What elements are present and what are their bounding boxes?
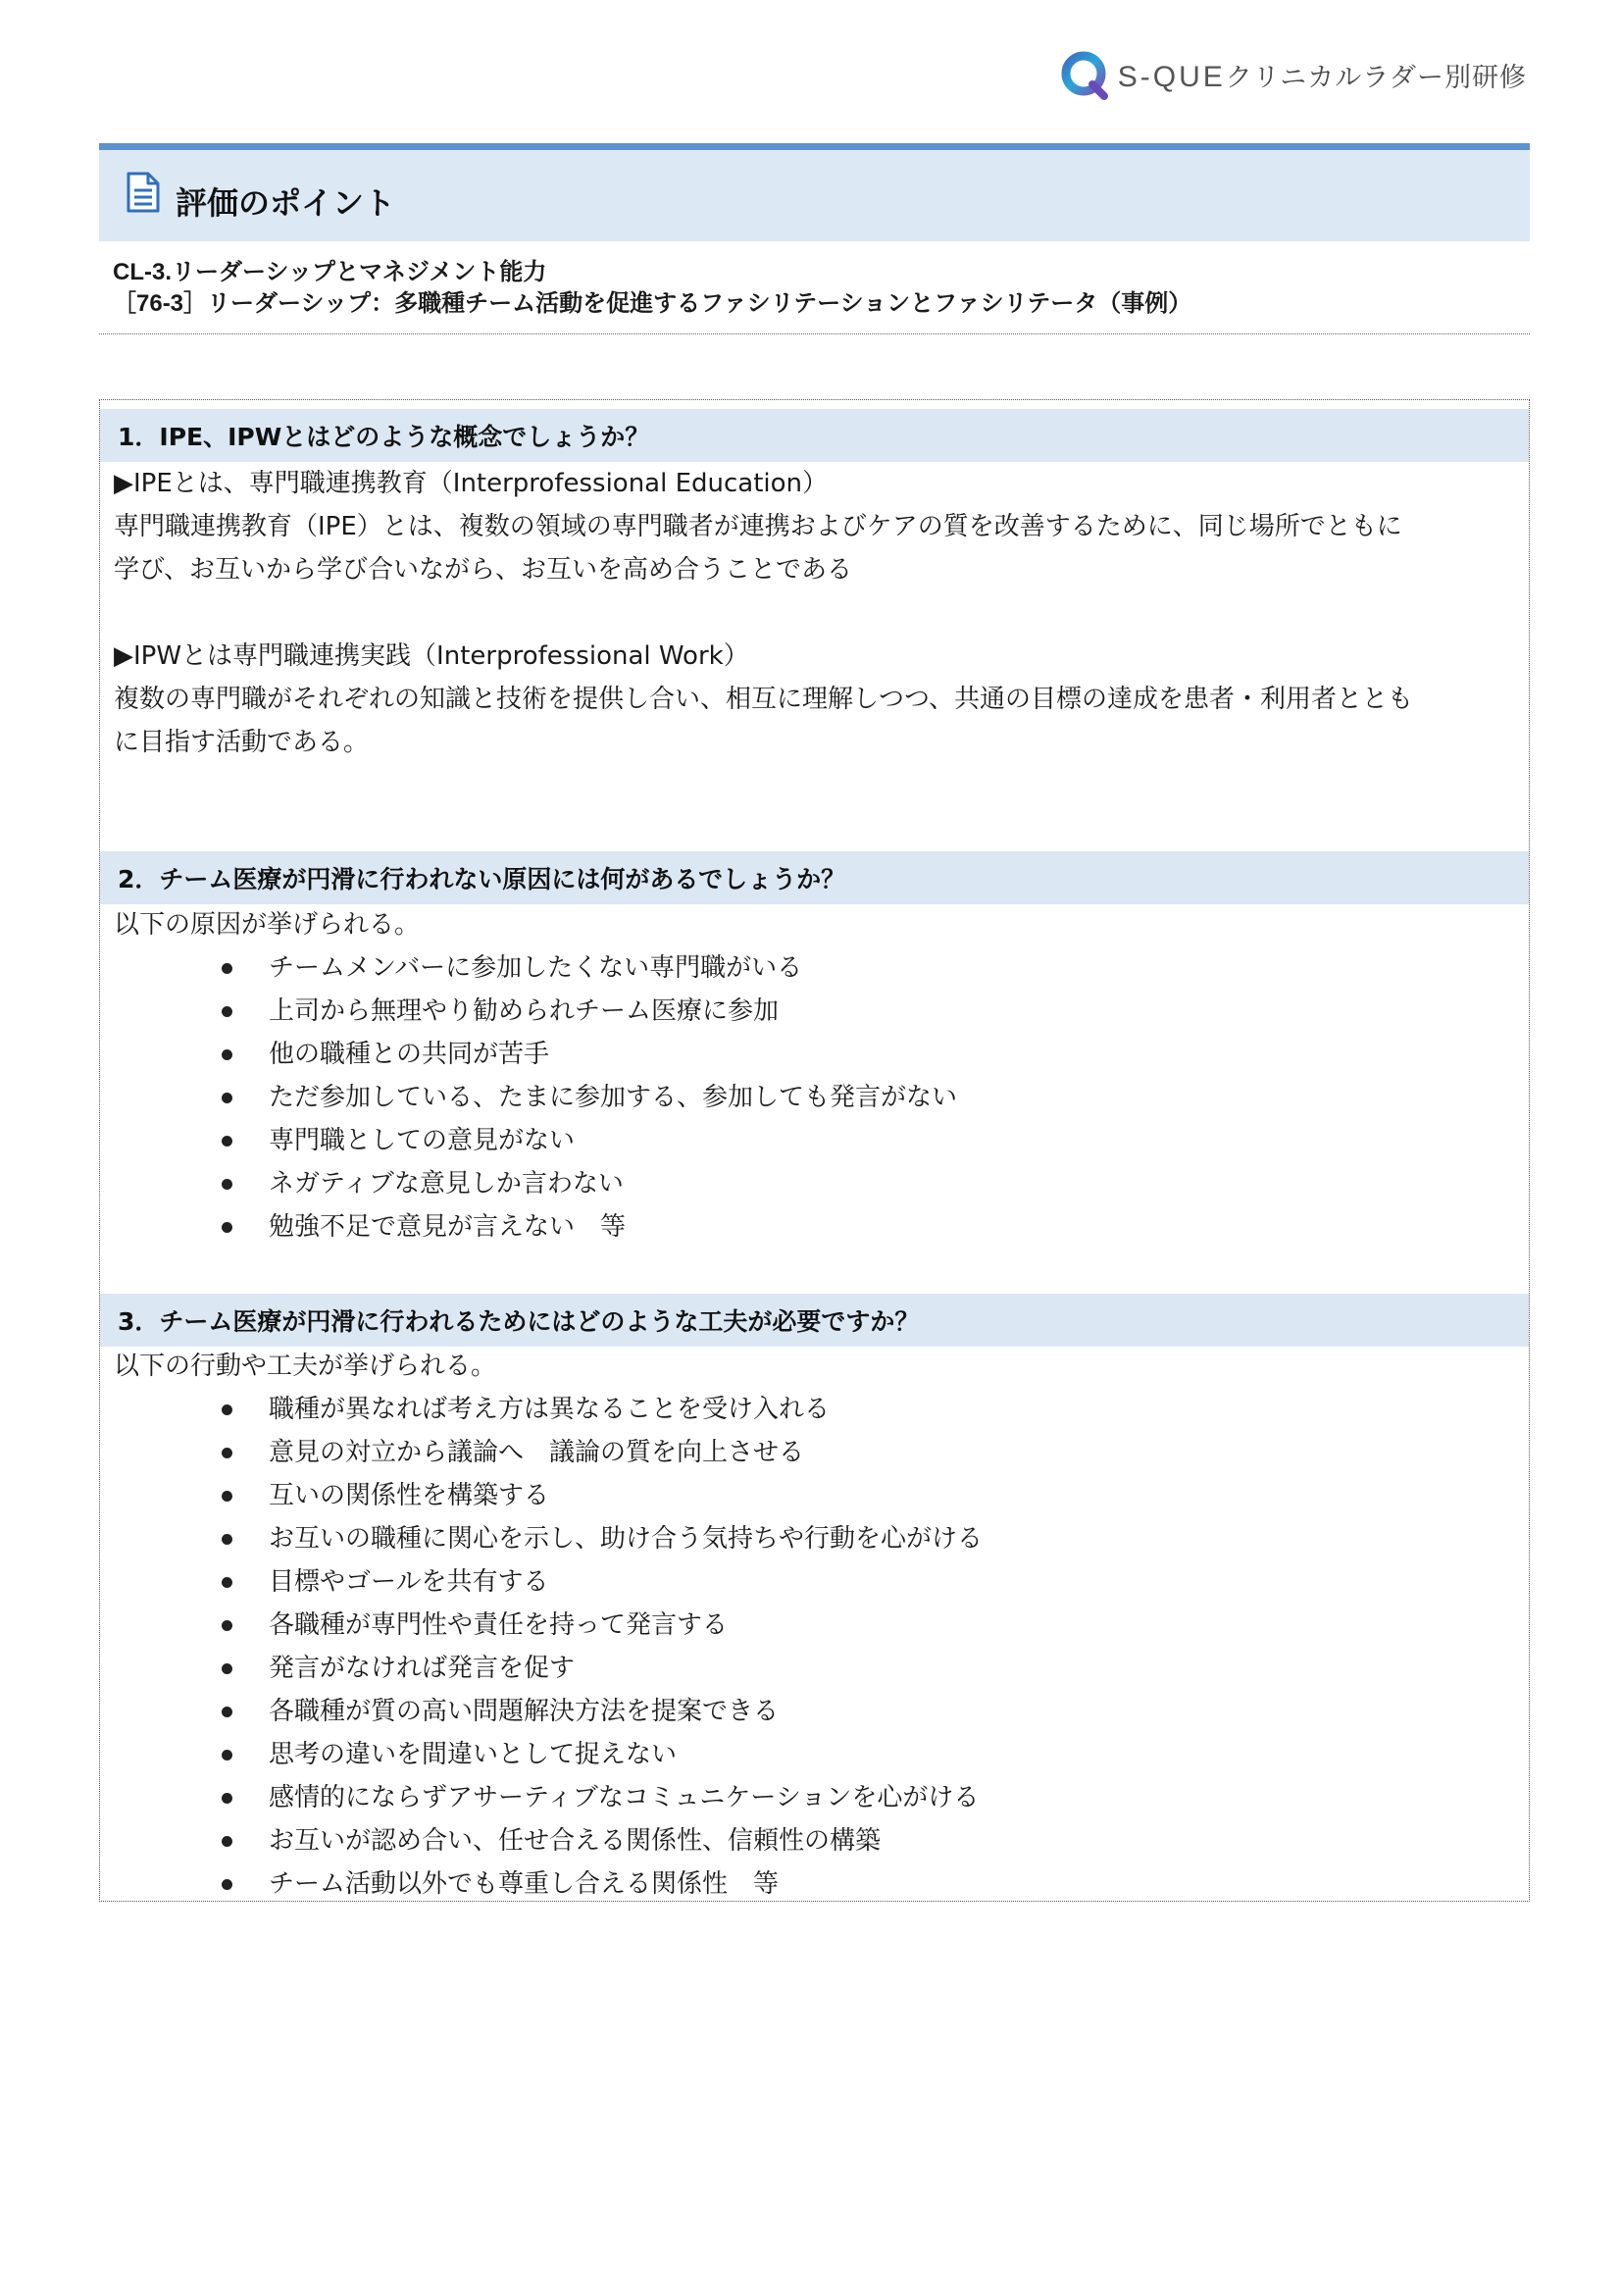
section-1-line: 複数の専門職がそれぞれの知識と技術を提供し合い、相互に理解しつつ、共通の目標の達成を患者・利用者ととも (114, 685, 1413, 714)
bullet-icon (222, 1879, 232, 1890)
list-item: 感情的にならずアサーティブなコミュニケーションを心がける (100, 1776, 983, 1819)
list-item: ネガティブな意見しか言わない (100, 1162, 957, 1205)
q-ring-logo-icon (1057, 47, 1112, 102)
list-item: 上司から無理やり勧められチーム医療に参加 (100, 990, 957, 1033)
list-item: 他の職種との共同が苦手 (100, 1033, 957, 1076)
course-category: CL-3.リーダーシップとマネジメント能力 (113, 259, 547, 285)
list-item: 勉強不足で意見が言えない 等 (100, 1205, 957, 1249)
section-1-line: に目指す活動である。 (114, 728, 370, 757)
section-1-line: 専門職連携教育（IPE）とは、複数の領域の専門職者が連携およびケアの質を改善するために、同じ場所でともに (114, 512, 1402, 541)
section-1-line (114, 591, 1516, 635)
bullet-icon (222, 1179, 232, 1190)
bullet-icon (222, 1663, 232, 1674)
section-1-line: 学び、お互いから学び合いながら、お互いを高め合うことである (114, 555, 852, 585)
list-item: チームメンバーに参加したくない専門職がいる (100, 946, 957, 990)
list-item: 各職種が質の高い問題解決方法を提案できる (100, 1690, 983, 1733)
list-item: 互いの関係性を構築する (100, 1474, 983, 1517)
list-item: 思考の違いを間違いとして捉えない (100, 1733, 983, 1776)
section-2-list (100, 946, 957, 1249)
section-2-intro-text: 以下の原因が挙げられる。 (114, 910, 421, 940)
bullet-icon (222, 1750, 232, 1760)
section-2-heading: 2．チーム医療が円滑に行われない原因には何があるでしょうか？ (100, 851, 1529, 904)
subtitle-divider (99, 333, 1530, 334)
bullet-icon (222, 1006, 232, 1017)
section-1-line: ▶IPEとは、専門職連携教育（Interprofessional Education） (114, 469, 829, 498)
list-item: 目標やゴールを共有する (100, 1560, 983, 1604)
list-item: 発言がなければ発言を促す (100, 1647, 983, 1690)
list-item: お互いが認め合い、任せ合える関係性、信頼性の構築 (100, 1819, 983, 1862)
bullet-icon (222, 1404, 232, 1415)
list-item: 専門職としての意見がない (100, 1119, 957, 1162)
section-3-list (100, 1388, 983, 1906)
bullet-icon (222, 1093, 232, 1103)
title-band (99, 143, 1530, 241)
document-icon (127, 172, 160, 213)
brand-logo (1057, 45, 1527, 104)
bullet-icon (222, 1136, 232, 1147)
section-1-heading: 1．IPE、IPWとはどのような概念でしょうか？ (100, 409, 1529, 462)
bullet-icon (222, 1836, 232, 1847)
bullet-icon (222, 1707, 232, 1717)
list-item: ただ参加している、たまに参加する、参加しても発言がない (100, 1076, 957, 1119)
bullet-icon (222, 1620, 232, 1631)
list-item: 意見の対立から議論へ 議論の質を向上させる (100, 1431, 983, 1474)
bullet-icon (222, 1577, 232, 1588)
bullet-icon (222, 1448, 232, 1458)
logo-suffix: クリニカルラダー別研修 (1225, 62, 1527, 93)
logo-brand: S-QUE (1117, 60, 1226, 93)
bullet-icon (222, 963, 232, 974)
list-item: 職種が異なれば考え方は異なることを受け入れる (100, 1388, 983, 1431)
section-2-intro (114, 903, 1516, 946)
bullet-icon (222, 1793, 232, 1804)
section-3-intro (114, 1345, 1516, 1388)
evaluation-points-box (99, 399, 1530, 1902)
subtitle-block (99, 257, 1530, 320)
bullet-icon (222, 1049, 232, 1060)
bullet-icon (222, 1222, 232, 1233)
list-item: お互いの職種に関心を示し、助け合う気持ちや行動を心がける (100, 1517, 983, 1560)
bullet-icon (222, 1491, 232, 1502)
list-item: 各職種が専門性や責任を持って発言する (100, 1604, 983, 1647)
section-3-intro-text: 以下の行動や工夫が挙げられる。 (114, 1352, 497, 1381)
logo-text (1118, 56, 1527, 94)
list-item: チーム活動以外でも尊重し合える関係性 等 (100, 1862, 983, 1906)
section-1-line: ▶IPWとは専門職連携実践（Interprofessional Work） (114, 641, 749, 671)
bullet-icon (222, 1534, 232, 1545)
section-3-heading: 3．チーム医療が円滑に行われるためにはどのような工夫が必要ですか？ (100, 1294, 1529, 1347)
course-title: ［76-3］リーダーシップ：多職種チーム活動を促進するファシリテーションとファシリテータ（事例） (113, 290, 1192, 317)
section-1-body (114, 462, 1516, 764)
page-title: 評価のポイント (176, 183, 396, 222)
